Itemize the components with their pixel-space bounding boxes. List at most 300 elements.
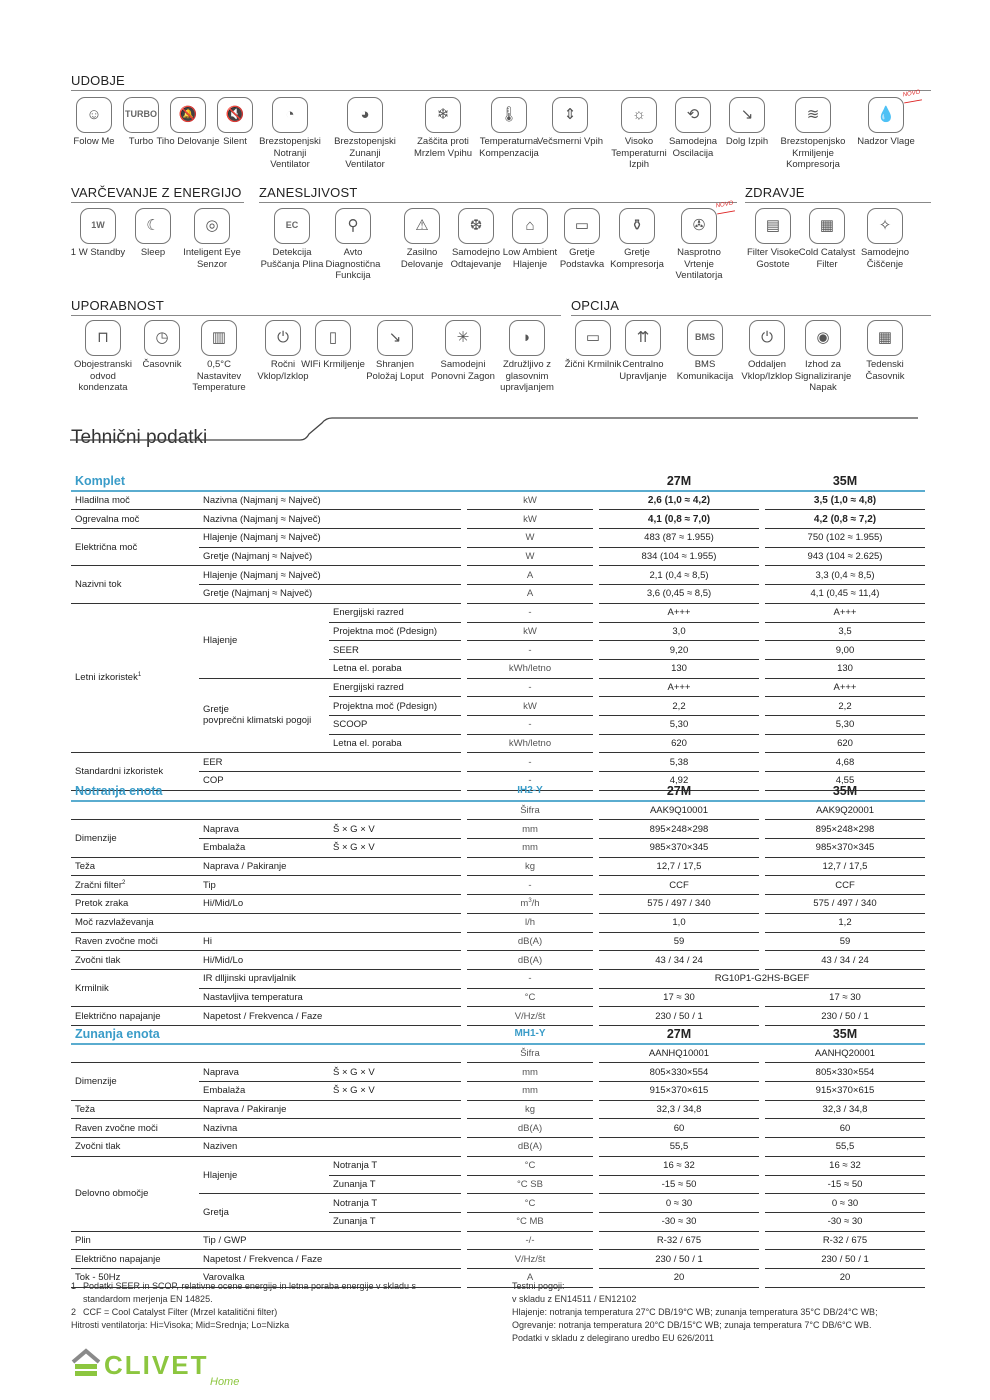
unit bbox=[467, 623, 593, 642]
feature-label: Združljivo z glasovnim upravljanjem bbox=[500, 359, 554, 393]
row-sublabel bbox=[199, 1082, 329, 1101]
value-27m: 130 bbox=[599, 660, 759, 679]
unit-text: l/h bbox=[524, 917, 536, 929]
value-35m: 620 bbox=[765, 735, 925, 754]
bms-icon bbox=[687, 320, 723, 356]
feature-label: Visoko Temperaturni Izpih bbox=[611, 136, 667, 170]
unit-text: Šifra bbox=[520, 805, 540, 817]
feature-label: Ročni Vklop/Izklop bbox=[257, 359, 309, 382]
feature-label: Zasilno Delovanje bbox=[400, 247, 444, 270]
row-sublabel bbox=[199, 1138, 461, 1157]
value-35m: AANHQ20001 bbox=[765, 1045, 925, 1064]
low-ambient-house-icon: ⌂ bbox=[512, 208, 548, 244]
unit bbox=[467, 753, 593, 772]
unit-text: W bbox=[525, 532, 535, 544]
table-row bbox=[71, 1082, 925, 1101]
unit bbox=[467, 1119, 593, 1138]
row-label-text: Hladilna moč bbox=[75, 495, 130, 507]
value-35m: 43 / 34 / 24 bbox=[765, 951, 925, 970]
row-label bbox=[71, 876, 199, 895]
row-sublabel-text: Hi/Mid/Lo bbox=[203, 898, 244, 910]
unit-text: - bbox=[528, 756, 532, 768]
table-row bbox=[71, 492, 925, 511]
row-detail: Projektna moč (Pdesign) bbox=[329, 697, 461, 716]
row-label-text: Tok - 50Hz bbox=[75, 1272, 121, 1284]
unit-text: - bbox=[528, 719, 532, 731]
row-sublabel bbox=[199, 858, 461, 877]
row-sublabel bbox=[199, 970, 461, 989]
value-27m: 483 (87 ≈ 1.955) bbox=[599, 529, 759, 548]
value-35m: 59 bbox=[765, 933, 925, 952]
test-conditions-title: Testni pogoji: bbox=[512, 1281, 565, 1291]
voice-control-icon: ◗ bbox=[509, 320, 545, 356]
row-label bbox=[71, 566, 199, 603]
value-27m: 9,20 bbox=[599, 641, 759, 660]
feature-bms bbox=[670, 320, 740, 382]
value-27m: 805×330×554 bbox=[599, 1063, 759, 1082]
row-detail: Letna el. poraba bbox=[329, 735, 461, 754]
feature-shield-snow bbox=[408, 97, 478, 159]
row-label bbox=[71, 1101, 199, 1120]
row-label bbox=[71, 802, 199, 821]
feature-long-airflow bbox=[712, 97, 782, 148]
table-row bbox=[71, 1250, 925, 1269]
value-27m: 915×370×615 bbox=[599, 1082, 759, 1101]
unit bbox=[467, 566, 593, 585]
row-sublabel-text: povprečni klimatski pogoji bbox=[203, 715, 312, 727]
row-label-text: Ogrevalna moč bbox=[75, 513, 140, 525]
section-title-varcevanje: VARČEVANJE Z ENERGIJO bbox=[71, 185, 242, 200]
table-row bbox=[71, 604, 925, 623]
house-logo-icon bbox=[73, 1351, 99, 1376]
row-label-text: Teža bbox=[75, 1104, 96, 1116]
sleep-moon-icon: ☾ bbox=[135, 208, 171, 244]
row-sublabel-text: Nazivna (Najmanj ≈ Največ) bbox=[203, 495, 321, 507]
feature-label: Večsmerni Vpih bbox=[536, 136, 603, 147]
feature-label: Žični Krmilnik bbox=[564, 359, 622, 370]
unit-text: dB(A) bbox=[517, 1141, 543, 1153]
value-35m: 4,2 (0,8 ≈ 7,2) bbox=[765, 510, 925, 529]
timer-icon: ◷ bbox=[144, 320, 180, 356]
unit bbox=[467, 510, 593, 529]
feature-label: Samodejna Oscilacija bbox=[668, 136, 718, 159]
section-title-zdravje: ZDRAVJE bbox=[745, 185, 805, 200]
table-row bbox=[71, 548, 925, 567]
row-sublabel bbox=[199, 548, 461, 567]
feature-multidirection bbox=[535, 97, 605, 148]
unit-text: dB(A) bbox=[517, 1122, 543, 1134]
unit-text: A bbox=[526, 569, 534, 581]
feature-compressor-control bbox=[778, 97, 848, 171]
feature-label: Inteligent Eye Senzor bbox=[183, 247, 241, 270]
feature-humidity-drops bbox=[851, 89, 921, 148]
unit bbox=[467, 1007, 593, 1026]
feature-label: Silent bbox=[223, 136, 247, 147]
table-row bbox=[71, 895, 925, 914]
self-clean-icon: ✧ bbox=[867, 208, 903, 244]
unit-text: -/- bbox=[525, 1234, 535, 1246]
feature-label: Samodejno Odtajevanje bbox=[450, 247, 502, 270]
section-divider bbox=[259, 202, 737, 203]
unit bbox=[467, 1194, 593, 1213]
value-35m: -30 ≈ 30 bbox=[765, 1213, 925, 1232]
feature-eye-sensor bbox=[177, 208, 247, 270]
table-row bbox=[71, 1101, 925, 1120]
row-sublabel bbox=[199, 1119, 461, 1138]
unit bbox=[467, 660, 593, 679]
feature-label: Zaščita proti Mrzlem Vpihu bbox=[413, 136, 473, 159]
value-35m: A+++ bbox=[765, 679, 925, 698]
feature-label: Samodejno Čiščenje bbox=[860, 247, 910, 270]
wired-controller-icon: ▭ bbox=[575, 320, 611, 356]
row-sublabel-text: IR dlljinski upravljalnik bbox=[203, 973, 296, 985]
unit-text: kW bbox=[523, 700, 537, 712]
feature-diagnostic-magnifier bbox=[318, 208, 388, 282]
table-row bbox=[71, 802, 925, 821]
row-label-text: Zračni filter bbox=[75, 879, 122, 891]
row-sublabel bbox=[199, 585, 461, 604]
unit-text: m bbox=[520, 898, 529, 910]
feature-label: Low Ambient Hlajenje bbox=[502, 247, 558, 270]
row-detail: Š × G × V bbox=[329, 839, 461, 858]
table-row bbox=[71, 820, 925, 839]
icon-glyph-text: BMS bbox=[695, 332, 715, 343]
row-sublabel-text: Hlajenje (Najmanj ≈ Največ) bbox=[203, 532, 321, 544]
unit bbox=[467, 933, 593, 952]
table-row bbox=[71, 1138, 925, 1157]
row-label-text: Delovno območje bbox=[75, 1188, 149, 1200]
value-35m: 60 bbox=[765, 1119, 925, 1138]
unit-text: °C bbox=[524, 991, 536, 1003]
fan-speed-note: Hitrosti ventilatorja: Hi=Visoka; Mid=Srednja; Lo=Nizka bbox=[71, 1320, 290, 1330]
row-sublabel-text: Tip / GWP bbox=[203, 1234, 247, 1246]
row-label bbox=[71, 970, 199, 1007]
value-35m: AAK9Q20001 bbox=[765, 802, 925, 821]
section-title-uporabnost: UPORABNOST bbox=[71, 298, 165, 313]
unit-sup: 3 bbox=[528, 898, 532, 905]
feature-label: Folow Me bbox=[73, 136, 115, 147]
unit bbox=[467, 1213, 593, 1232]
icon-glyph-text: EC bbox=[285, 220, 299, 231]
feature-label: Tiho Delovanje bbox=[156, 136, 220, 147]
value-27m: 16 ≈ 32 bbox=[599, 1157, 759, 1176]
unit-text: °C bbox=[524, 1160, 536, 1172]
unit-text: mm bbox=[522, 823, 538, 835]
section-divider bbox=[571, 315, 931, 316]
unit-text: dB(A) bbox=[517, 954, 543, 966]
row-label-text: Električna moč bbox=[75, 541, 138, 553]
eye-sensor-icon: ◎ bbox=[194, 208, 230, 244]
unit-text: Šifra bbox=[520, 1048, 540, 1060]
value-35m: A+++ bbox=[765, 604, 925, 623]
feature-label: Gretje Podstavka bbox=[559, 247, 605, 270]
value-35m: 12,7 / 17,5 bbox=[765, 858, 925, 877]
feature-label: WIFi Krmiljenje bbox=[301, 359, 365, 370]
row-label-text: Zvočni tlak bbox=[75, 1141, 121, 1153]
row-sublabel-text: Nazivna bbox=[203, 1122, 238, 1134]
section-title: Komplet bbox=[71, 472, 461, 492]
row-sublabel bbox=[199, 876, 461, 895]
unit bbox=[467, 895, 593, 914]
value-35m: 575 / 497 / 340 bbox=[765, 895, 925, 914]
row-sublabel-text: Naprava bbox=[203, 823, 239, 835]
value-35m: -15 ≈ 50 bbox=[765, 1176, 925, 1195]
unit-text: W bbox=[525, 551, 535, 563]
row-label bbox=[71, 529, 199, 566]
value-35m: 0 ≈ 30 bbox=[765, 1194, 925, 1213]
value-35m: 4,55 bbox=[765, 772, 925, 791]
feature-remote-keypad bbox=[184, 320, 254, 394]
row-sublabel-text: Naprava / Pakiranje bbox=[203, 1104, 287, 1116]
test-conditions bbox=[512, 1280, 932, 1345]
value-35m: 2,2 bbox=[765, 697, 925, 716]
row-sublabel-text: Nazivna (Najmanj ≈ Največ) bbox=[203, 513, 321, 525]
value-35m: 32,3 / 34,8 bbox=[765, 1101, 925, 1120]
feature-alarm-bell bbox=[788, 320, 858, 394]
value-27m: 55,5 bbox=[599, 1138, 759, 1157]
value-35m: 895×248×298 bbox=[765, 820, 925, 839]
unit-text: - bbox=[528, 681, 532, 693]
indoor-fan-icon: ◔ bbox=[272, 97, 308, 133]
row-detail: SCOOP bbox=[329, 716, 461, 735]
row-label-text: Raven zvočne moči bbox=[75, 935, 158, 947]
value-27m: AAK9Q10001 bbox=[599, 802, 759, 821]
value-27m: 59 bbox=[599, 933, 759, 952]
value-35m: 805×330×554 bbox=[765, 1063, 925, 1082]
row-label bbox=[71, 1250, 199, 1269]
feature-label: Nadzor Vlage bbox=[857, 136, 915, 147]
value-27m: -30 ≈ 30 bbox=[599, 1213, 759, 1232]
row-label bbox=[71, 933, 199, 952]
feature-label: Izhod za Signaliziranje Napak bbox=[794, 359, 852, 393]
unit bbox=[467, 716, 593, 735]
unit-text: - bbox=[528, 879, 532, 891]
row-sublabel bbox=[199, 1101, 461, 1120]
row-label-text: Električno napajanje bbox=[75, 1253, 161, 1265]
unit bbox=[467, 951, 593, 970]
row-sublabel bbox=[199, 1250, 461, 1269]
value-35m: CCF bbox=[765, 876, 925, 895]
row-sublabel-text: Gretje (Najmanj ≈ Največ) bbox=[203, 551, 313, 563]
value-both-models: RG10P1-G2HS-BGEF bbox=[599, 970, 925, 989]
feature-indoor-fan bbox=[255, 97, 325, 171]
series-code: IH2-Y bbox=[467, 782, 593, 802]
unit bbox=[467, 914, 593, 933]
feature-label: Shranjen Položaj Loput bbox=[366, 359, 424, 382]
remote-keypad-icon: ▥ bbox=[201, 320, 237, 356]
value-27m: AANHQ10001 bbox=[599, 1045, 759, 1064]
feature-fan-reverse bbox=[664, 200, 734, 282]
wifi-phone-icon: ▯ bbox=[315, 320, 351, 356]
feature-label: Brezstopenjsko Krmiljenje Kompresorja bbox=[780, 136, 846, 170]
row-sublabel bbox=[199, 1007, 461, 1026]
technical-data-title: Tehnični podatki bbox=[71, 427, 208, 448]
row-sublabel-text: Hi/Mid/Lo bbox=[203, 954, 244, 966]
spec-table-komplet bbox=[71, 472, 925, 791]
unit-text: - bbox=[528, 644, 532, 656]
value-27m: A+++ bbox=[599, 679, 759, 698]
row-sublabel bbox=[199, 1157, 329, 1194]
unit-text: °C MB bbox=[516, 1216, 544, 1228]
unit-text: mm bbox=[522, 1066, 538, 1078]
value-27m: CCF bbox=[599, 876, 759, 895]
value-35m: R-32 / 675 bbox=[765, 1232, 925, 1251]
table-header bbox=[71, 782, 925, 802]
row-sublabel-text: Embalaža bbox=[203, 1085, 246, 1097]
model-27m: 27M bbox=[599, 782, 759, 802]
unit-text: kW bbox=[523, 513, 537, 525]
value-35m: 4,68 bbox=[765, 753, 925, 772]
drain-icon: ⊓ bbox=[85, 320, 121, 356]
central-control-icon: ⇈ bbox=[625, 320, 661, 356]
icon-glyph-text: 1W bbox=[91, 220, 105, 231]
value-27m: 620 bbox=[599, 735, 759, 754]
feature-label: Gretje Kompresorja bbox=[610, 247, 664, 270]
speaker-mute-icon: 🔇 bbox=[217, 97, 253, 133]
table-row bbox=[71, 566, 925, 585]
title-divider bbox=[60, 415, 930, 445]
row-sublabel bbox=[199, 1194, 329, 1231]
fan-reverse-icon: ✇ bbox=[681, 208, 717, 244]
unit bbox=[467, 1082, 593, 1101]
row-sublabel bbox=[199, 895, 461, 914]
table-row bbox=[71, 1119, 925, 1138]
row-label-text: Dimenzije bbox=[75, 833, 117, 845]
value-27m: 2,2 bbox=[599, 697, 759, 716]
table-row bbox=[71, 951, 925, 970]
unit-text: dB(A) bbox=[517, 935, 543, 947]
table-row bbox=[71, 914, 925, 933]
row-sublabel-text: Hlajenje (Najmanj ≈ Največ) bbox=[203, 569, 321, 581]
row-sublabel bbox=[199, 529, 461, 548]
row-sublabel bbox=[199, 1045, 461, 1064]
table-row bbox=[71, 1157, 925, 1176]
feature-label: Samodejni Ponovni Zagon bbox=[431, 359, 495, 382]
feature-label: Avto Diagnostična Funkcija bbox=[325, 247, 381, 281]
value-27m: 5,30 bbox=[599, 716, 759, 735]
row-sublabel bbox=[199, 604, 329, 679]
value-35m: 17 ≈ 30 bbox=[765, 989, 925, 1008]
value-27m: 5,38 bbox=[599, 753, 759, 772]
row-detail: Š × G × V bbox=[329, 1063, 461, 1082]
unit bbox=[467, 585, 593, 604]
icon-glyph-text: TURBO bbox=[125, 109, 157, 120]
multidirection-icon: ⇕ bbox=[552, 97, 588, 133]
value-35m: 130 bbox=[765, 660, 925, 679]
row-detail: Š × G × V bbox=[329, 1082, 461, 1101]
value-35m: 985×370×345 bbox=[765, 839, 925, 858]
feature-label: 1 W Standby bbox=[70, 247, 126, 258]
warning-cycle-icon: ⚠ bbox=[404, 208, 440, 244]
feature-louver-memory bbox=[360, 320, 430, 382]
row-sublabel bbox=[199, 914, 461, 933]
value-27m: 985×370×345 bbox=[599, 839, 759, 858]
footnote-1-cont: standardom merjenja EN 14825. bbox=[83, 1294, 213, 1304]
value-35m: 3,3 (0,4 ≈ 8,5) bbox=[765, 566, 925, 585]
unit bbox=[467, 604, 593, 623]
feature-label: Cold Catalyst Filter bbox=[798, 247, 856, 270]
value-27m: 575 / 497 / 340 bbox=[599, 895, 759, 914]
value-27m: 2,6 (1,0 ≈ 4,2) bbox=[599, 492, 759, 511]
row-label bbox=[71, 1063, 199, 1100]
footnote-ref: 1 bbox=[137, 672, 142, 679]
row-sublabel-text: Hi bbox=[203, 935, 212, 947]
row-label bbox=[71, 1232, 199, 1251]
row-sublabel-text: Naziven bbox=[203, 1141, 238, 1153]
feature-label: Tedenski Časovnik bbox=[865, 359, 905, 382]
unit bbox=[467, 989, 593, 1008]
value-35m: 750 (102 ≈ 1.955) bbox=[765, 529, 925, 548]
feature-label: Dolg Izpih bbox=[725, 136, 769, 147]
section-title: Notranja enota bbox=[71, 782, 461, 802]
row-sublabel-text: Hlajenje bbox=[203, 635, 238, 647]
row-label bbox=[71, 492, 199, 511]
row-sublabel bbox=[199, 989, 461, 1008]
feature-label: Temperaturna Kompenzacija bbox=[479, 136, 539, 159]
row-sublabel bbox=[199, 566, 461, 585]
row-detail: Letna el. poraba bbox=[329, 660, 461, 679]
unit bbox=[467, 679, 593, 698]
row-label-text: Dimenzije bbox=[75, 1076, 117, 1088]
row-label-text: Plin bbox=[75, 1234, 91, 1246]
section-divider bbox=[71, 315, 561, 316]
unit-text: kW bbox=[523, 495, 537, 507]
spec-table-notranja bbox=[71, 782, 925, 1026]
compressor-control-icon: ≋ bbox=[795, 97, 831, 133]
compressor-heating-icon: ⚱ bbox=[619, 208, 655, 244]
value-35m: 915×370×615 bbox=[765, 1082, 925, 1101]
row-sublabel-text: Gretje bbox=[203, 704, 229, 716]
feature-label: BMS Komunikacija bbox=[676, 359, 734, 382]
feature-wifi-phone bbox=[298, 320, 368, 371]
gas-leak-magnifier-icon bbox=[274, 208, 310, 244]
hd-filter-icon: ▤ bbox=[755, 208, 791, 244]
table-row bbox=[71, 1063, 925, 1082]
value-27m: 3,0 bbox=[599, 623, 759, 642]
value-27m: 834 (104 ≈ 1.955) bbox=[599, 548, 759, 567]
unit-text: kW bbox=[523, 625, 537, 637]
test-conditions-line: Hlajenje: notranja temperatura 27°C DB/19°C WB; zunanja temperatura 35°C DB/24°C WB; bbox=[512, 1307, 878, 1317]
row-sublabel bbox=[199, 820, 329, 839]
feature-thermometer-cycle bbox=[474, 97, 544, 159]
unit bbox=[467, 641, 593, 660]
row-sublabel bbox=[199, 802, 461, 821]
row-label bbox=[71, 1138, 199, 1157]
high-temp-icon: ☼ bbox=[621, 97, 657, 133]
row-label-text: Nazivni tok bbox=[75, 579, 122, 591]
manual-power-icon: ⏻ bbox=[265, 320, 301, 356]
value-35m: 9,00 bbox=[765, 641, 925, 660]
section-title-udobje: UDOBJE bbox=[71, 73, 125, 88]
value-35m: 16 ≈ 32 bbox=[765, 1157, 925, 1176]
row-label bbox=[71, 510, 199, 529]
unit-text: V/Hz/št bbox=[514, 1010, 546, 1022]
unit-text: kWh/letno bbox=[508, 663, 552, 675]
feature-label: Centralno Upravljanje bbox=[619, 359, 667, 382]
model-27m: 27M bbox=[599, 472, 759, 492]
shield-snow-icon: ❄ bbox=[425, 97, 461, 133]
thermometer-cycle-icon: 🌡 bbox=[491, 97, 527, 133]
row-sublabel bbox=[199, 679, 329, 754]
feature-label: Brezstopenjski Zunanji Ventilator bbox=[334, 136, 396, 170]
unit-text: - bbox=[528, 607, 532, 619]
unit bbox=[467, 1063, 593, 1082]
table-row bbox=[71, 1194, 925, 1213]
table-row bbox=[71, 933, 925, 952]
outdoor-fan-icon: ◕ bbox=[347, 97, 383, 133]
row-sublabel-text: Naprava bbox=[203, 1066, 239, 1078]
value-27m: 43 / 34 / 24 bbox=[599, 951, 759, 970]
